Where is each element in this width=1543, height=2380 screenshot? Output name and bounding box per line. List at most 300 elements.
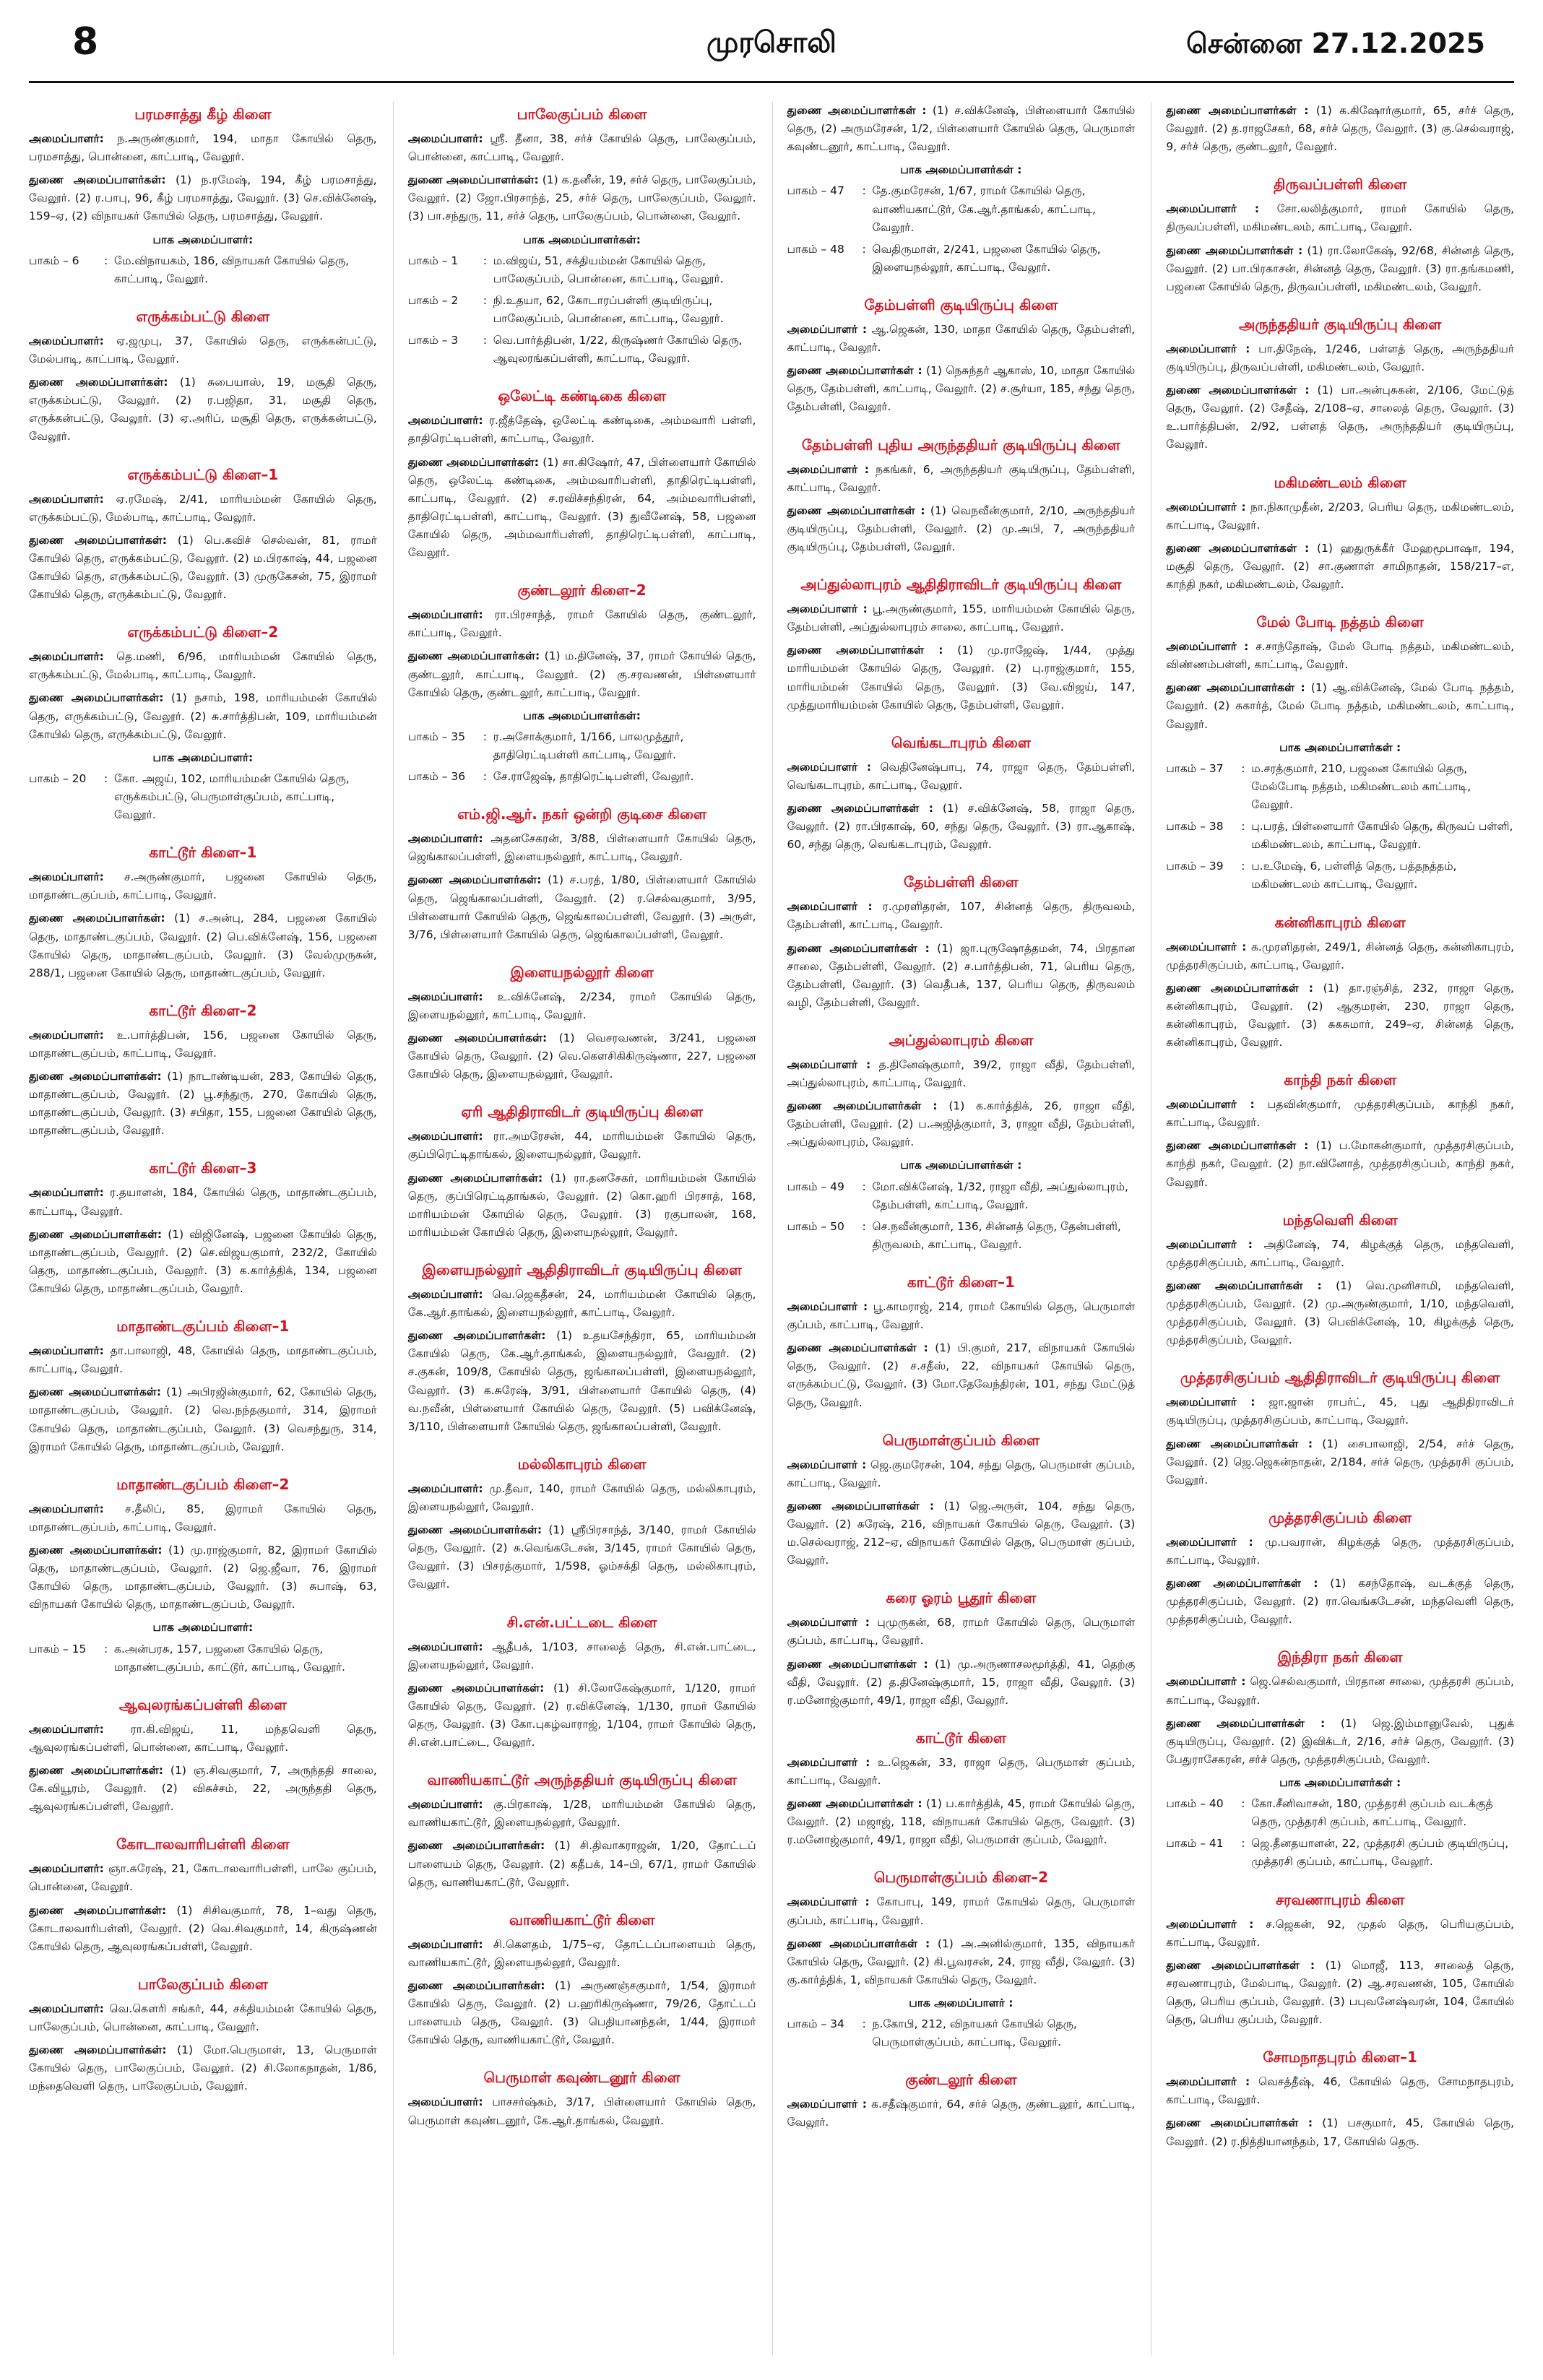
role-details: ச.அருண்குமார், பஜனை கோயில் தெரு, மாதாண்டகுப்பம், காட்பாடி, வேலூர். [29, 870, 377, 902]
office-bearer-entry [408, 1977, 756, 2049]
ward-details: கோ.சீனிவாசன், 180, முத்தரசி குப்பம் வடக்குத் தெரு, முத்தரசி குப்பம், காட்பாடி, வேலூர். [1251, 1797, 1493, 1829]
ward-separator: : [483, 293, 487, 307]
branch-section [787, 575, 1136, 714]
role-label: துணை அமைப்பாளர்கள் : [1166, 981, 1313, 995]
office-bearer-entry [787, 1497, 1136, 1570]
role-details: மு.பவரான், கிழக்குத் தெரு, முத்தரசிகுப்பம், காட்பாடி, வேலூர். [1166, 1535, 1514, 1567]
role-label: துணை அமைப்பாளர்கள்: [407, 1681, 545, 1695]
branch-section [408, 386, 756, 562]
role-details: ஜா.ஜான் ராபர்ட், 45, புது ஆதிதிராவிடர் குடியிருப்பு, முத்தரசிகுப்பம், காட்பாடி, வேலூர். [1166, 1395, 1514, 1427]
role-details: நகங்கர், 6, அருந்ததியர் குடியிருப்பு, தேம்பள்ளி, காட்பாடி, வேலூர். [787, 462, 1136, 494]
role-label: துணை அமைப்பாளர்கள்: [29, 691, 164, 705]
role-details: (1) விஜினேஷ், பஜனை கோயில் தெரு, மாதாண்டகுப்பம், வேலூர். (2) செ.விஜயகுமார், 232/2, கோயில் தெரு, மாதாண்டகுப்பம், வேலூர். (3) க.கார்த்திக், 134, பஜனை கோயில் தெரு, மாதாண்டகுப்பம், வேலூர். [29, 1227, 377, 1296]
branch-section [408, 1260, 756, 1436]
role-details: (1) சைபாலாஜி, 2/54, சர்ச் தெரு, வேலூர். (2) ஜெ.ஜெகன்நாதன், 2/184, சர்ச் தெரு, முத்தரசி குப்பம், வேலூர். [1166, 1437, 1514, 1487]
role-details: (1) மு.ராஜேஷ், 1/44, முத்து மாரியம்மன் கோயில் தெரு, வேலூர். (2) பு.ராஜ்குமார், 155, மாரியம்மன் கோயில் தெரு, வேலூர். (3) வே.விஜய், 147, முத்துமாரியம்மன் கோயில் தெரு, தேம்பள்ளி, வேலூர். [787, 644, 1136, 711]
role-label: துணை அமைப்பாளர்கள் : [1166, 681, 1305, 695]
role-details: மு.தீவா, 140, ராமர் கோயில் தெரு, மல்லிகாபுரம், இளையநல்லூர், வேலூர். [407, 1481, 756, 1514]
role-label: அமைப்பாளர்: [407, 1937, 483, 1951]
branch-heading: காட்டூர் கிளை–1 [149, 844, 257, 862]
role-details: (1) ச.விக்னேஷ், 58, ராஜா தெரு, வேலூர். (2) ரா.பிரகாஷ், 60, சந்து தெரு, வேலூர். (3) ரா.ஆகாஷ், 60, சந்து தெரு, வெங்கடாபுரம், வேலூர். [787, 801, 1136, 852]
branch-heading: காட்டூர் கிளை–1 [907, 1273, 1015, 1291]
article-columns [29, 83, 1514, 2355]
office-bearer-entry [29, 1860, 377, 1896]
office-bearer-entry [1166, 340, 1514, 376]
branch-heading: சரவணாபுரம் கிளை [1276, 1890, 1405, 1908]
role-label: அமைப்பாளர் : [1166, 1098, 1255, 1112]
office-bearer-entry [1166, 200, 1514, 236]
office-bearer-entry [787, 641, 1136, 714]
branch-heading: தேம்பள்ளி குடியிருப்பு கிளை [864, 295, 1058, 313]
branch-section [29, 465, 377, 605]
branch-section [408, 963, 756, 1084]
office-bearer-entry [1166, 1673, 1514, 1709]
branch-heading: பெருமாள்குப்பம் கிளை–2 [873, 1869, 1049, 1887]
office-bearer-entry [1166, 1916, 1514, 1952]
branch-section [787, 1273, 1136, 1412]
role-label: துணை அமைப்பாளர்கள் : [1166, 384, 1310, 397]
role-details: (1) உதயசேந்திரா, 65, மாரியம்மன் கோயில் தெரு, கே.ஆர்.தாங்கல், இளையநல்லூர், வேலூர். (2) ச.குகன், 109/8, கோயில் தெரு, ஜங்காலப்பள்ளி, இளையநல்லூர், வேலூர். (3) க.சுரேஷ், 3/91, பிள்ளையார் கோயில் தெரு, (4) வ.நவீன், பிள்ளையார் கோயில் தெரு, வேலூர். (5) பவிக்னேஷ், 3/110, பிள்ளையார் கோயில் தெரு, ஜங்காலப்பள்ளி, வேலூர். [407, 1329, 756, 1433]
role-details: ச.ஜெகன், 92, முதல் தெரு, பெரியகுப்பம், காட்பாடி, வேலூர். [1166, 1917, 1514, 1949]
branch-section [29, 1975, 377, 2096]
office-bearer-entry [29, 689, 377, 743]
branch-heading: இளையநல்லூர் கிளை [510, 963, 654, 981]
ward-separator: : [862, 1180, 866, 1193]
role-details: (1) பி.குமர், 217, விநாயகர் கோயில் தெரு, வேலூர். (2) ச.சதீஸ், 22, விநாயகர் கோயில் தெரு, எருக்கம்பட்டு, வேலூர். (3) மோ.தேவேந்திரன், 101, சந்து மேட்டுத் தெரு, வேலூர். [787, 1341, 1136, 1409]
role-details: ஏ.ரமேஷ், 2/41, மாரியம்மன் கோயில் தெரு, எருக்கம்பட்டு, மேல்பாடி, காட்பாடி, வேலூர். [29, 492, 377, 524]
role-details: க.முரளிதரன், 249/1, சின்னத் தெரு, கன்னிகாபுரம், முத்தரசிகுப்பம், காட்பாடி, வேலூர். [1166, 940, 1514, 972]
role-details: (1) ரா.லோகேஷ், 92/68, சின்னத் தெரு, வேலூர். (2) பா.பிரகாசன், சின்னத் தெரு, வேலூர். (3) ரா.தங்கமணி, பஜனை கோயில் தெரு, திருவப்பள்ளி, மகிமண்டலம், வேலூர். [1166, 243, 1514, 293]
ward-details: ந.கோபி, 212, விநாயகர் கோயில் தெரு, பெருமாள்குப்பம், காட்பாடி, வேலூர். [872, 2017, 1077, 2049]
ward-separator: : [862, 242, 866, 256]
branch-section [1166, 613, 1514, 893]
role-label: அமைப்பாளர்: [407, 1481, 483, 1495]
office-bearer-entry [787, 1795, 1136, 1849]
role-label: அமைப்பாளர் : [787, 1895, 870, 1909]
ward-number: பாகம் – 36 [407, 770, 466, 784]
ward-number: பாகம் – 49 [787, 1180, 844, 1193]
ward-number: பாகம் – 35 [407, 730, 466, 743]
office-bearer-entry [408, 830, 756, 866]
page-number: 8 [72, 20, 99, 64]
office-bearer-entry [787, 1056, 1136, 1092]
role-details: (1) ந.ரமேஷ், 194, கீழ் பரமசாத்து, வேலூர். (2) ர.பாபு, 96, கீழ் பரமசாத்து, வேலூர். (3) செ.விக்னேஷ், 159–ஏ, (2) விநாயகர் கோயில் தெரு, பரமசாத்து, வேலூர். [29, 173, 377, 223]
office-bearer-entry [408, 1638, 756, 1674]
office-bearer-entry [408, 171, 756, 225]
office-bearer-entry [29, 1721, 377, 1757]
ward-separator: : [104, 1642, 108, 1656]
role-details: (1) ம.தினேஷ், 37, ராமர் கோயில் தெரு, குண்டலூர், காட்பாடி, வேலூர். (2) கு.சரவணன், பிள்ளையார் கோயில் தெரு, குண்டலூர், காட்பாடி, வேலூர். [407, 649, 756, 699]
branch-heading: மாதாண்டகுப்பம் கிளை–2 [116, 1475, 290, 1493]
branch-heading: பாலேகுப்பம் கிளை [137, 1975, 268, 1993]
office-bearer-entry [29, 1383, 377, 1455]
role-label: அமைப்பாளர் : [1166, 1535, 1253, 1549]
branch-heading: காட்டூர் கிளை–2 [149, 1001, 257, 1019]
branch-section [29, 1695, 377, 1817]
office-bearer-entry [408, 1936, 756, 1972]
branch-heading: முத்தரசிகுப்பம் ஆதிதிராவிடர் குடியிருப்பு கிளை [1180, 1369, 1500, 1387]
role-label: துணை அமைப்பாளர்கள்: [407, 1523, 543, 1537]
branch-section [787, 1588, 1136, 1710]
role-details: கோபாபு, 149, ராமர் கோயில் தெரு, பெருமாள் குப்பம், காட்பாடி, வேலூர். [787, 1895, 1136, 1927]
ward-row [29, 1640, 377, 1676]
column-2 [393, 102, 756, 2355]
office-bearer-entry [408, 988, 756, 1024]
branch-heading: ஒலேட்டி கண்டிகை கிளை [498, 387, 666, 405]
ward-row [408, 292, 756, 328]
branch-heading: பெருமாள்குப்பம் கிளை [882, 1431, 1040, 1449]
role-label: அமைப்பாளர் : [1166, 1237, 1253, 1251]
role-label: துணை அமைப்பாளர்கள்: [407, 1978, 545, 1992]
office-bearer-entry [29, 1762, 377, 1816]
role-details: ஸ்ரீ. தீனா, 38, சர்ச் கோயில் தெரு, பாலேகுப்பம், பொன்னை, காட்பாடி, வேலூர். [407, 132, 756, 164]
role-details: தெ.மணி, 6/96, மாரியம்மன் கோயில் தெரு, எருக்கம்பட்டு, மேல்பாடி, காட்பாடி, வேலூர். [29, 650, 377, 682]
branch-section [787, 2070, 1136, 2132]
role-details: ரா.அமரேசன், 44, மாரியம்மன் கோயில் தெரு, குப்பிரெட்டிதாங்கல், இளையநல்லூர், வேலூர். [407, 1130, 756, 1161]
role-details: த.தினேஷ்குமார், 39/2, ராஜா வீதி, தேம்பள்ளி, அப்துல்லாபுரம், காட்பாடி, வேலூர். [787, 1057, 1136, 1090]
role-label: துணை அமைப்பாளர்கள் : [787, 644, 943, 657]
branch-heading: சோமநாதபுரம் கிளை–1 [1263, 2048, 1417, 2067]
branch-section [787, 436, 1136, 557]
ward-number: பாகம் – 38 [1166, 820, 1224, 834]
office-bearer-entry [1166, 1393, 1514, 1429]
role-label: அமைப்பாளர்: [29, 1862, 104, 1876]
office-bearer-entry [29, 2041, 377, 2095]
ward-number: பாகம் – 41 [1166, 1837, 1224, 1851]
role-details: (1) சி.திவாகராஜன், 1/20, தோட்டப் பாளையம் தெரு, வேலூர். (2) கதீபக், 14–பி, 67/1, ராமர் கோயில் தெரு, வாணியகாட்டூர், வேலூர். [407, 1839, 756, 1889]
branch-section [1166, 2048, 1514, 2150]
role-label: அமைப்பாளர் : [1166, 1395, 1255, 1409]
role-details: (1) ச.பரத், 1/80, பிள்ளையார் கோயில் தெரு, ஜெங்காலப்பள்ளி, வேலூர். (2) ர.செல்வகுமார், 3/95, பிள்ளையார் கோயில் தெரு, ஜெங்காலப்பள்ளி, வேலூர். (3) அருள், 3/76, பிள்ளையார் கோயில் தெரு, ஜெங்காலப்பள்ளி, வேலூர். [407, 873, 756, 941]
ward-subheading: பாக அமைப்பாளர்: [152, 750, 254, 764]
ward-separator: : [483, 730, 487, 743]
office-bearer-entry [29, 1226, 377, 1298]
branch-heading: காட்டூர் கிளை–3 [149, 1159, 257, 1177]
office-bearer-entry [408, 606, 756, 642]
office-bearer-entry [787, 461, 1136, 497]
role-label: துணை அமைப்பாளர்கள் : [1166, 1958, 1315, 1972]
office-bearer-entry [787, 1893, 1136, 1929]
ward-number: பாகம் – 40 [1166, 1797, 1224, 1811]
role-label: அமைப்பாளர் : [1166, 500, 1246, 514]
branch-heading: மகிமண்டலம் கிளை [1274, 473, 1406, 491]
ward-separator: : [104, 254, 108, 267]
role-label: துணை அமைப்பாளர்கள்: [29, 1227, 163, 1241]
branch-section [787, 1868, 1136, 2051]
branch-section [1166, 1648, 1514, 1871]
ward-number: பாகம் – 39 [1166, 860, 1224, 873]
branch-section [787, 1031, 1136, 1254]
role-label: அமைப்பாளர்: [29, 1344, 104, 1358]
role-label: அமைப்பாளர் : [1166, 1675, 1246, 1689]
office-bearer-entry [29, 532, 377, 604]
branch-section [29, 1835, 377, 1956]
role-label: அமைப்பாளர் : [1166, 342, 1250, 355]
ward-number: பாகம் – 15 [29, 1642, 87, 1656]
office-bearer-entry [408, 1029, 756, 1083]
branch-heading: குண்டலூர் கிளை [905, 2071, 1017, 2089]
role-details: (1) ஆ.விக்னேஷ், மேல் போடி நத்தம், வேலூர். (2) சுகார்த், மேல் போடி நத்தம், மகிமண்டலம், காட்பாடி, வேலூர். [1166, 681, 1514, 731]
office-bearer-entry [29, 373, 377, 446]
role-label: அமைப்பாளர் : [787, 462, 869, 476]
role-details: (1) சா.கிஷோர், 47, பிள்ளையார் கோயில் தெரு, ஒலேட்டி கண்டிகை, அம்மவாரிபள்ளி, தாதிரெட்டிபள்ளி, காட்பாடி, வேலூர். (2) ச.ரவிச்சந்திரன், 64, அம்மவாரிபள்ளி, தாதிரெட்டிபள்ளி, காட்பாடி, வேலூர். (3) துவீனேஷ், 58, பஜனை கோயில் தெரு, அம்மவாரிபள்ளி, தாதிரெட்டிபள்ளி, காட்பாடி, வேலூர். [407, 455, 756, 560]
role-label: துணை அமைப்பாளர்கள் : [787, 1099, 938, 1113]
office-bearer-entry [787, 600, 1136, 636]
branch-section [408, 1911, 756, 2050]
role-details: (1) மோ.பெருமாள், 13, பெருமாள் கோயில் தெரு, பாலேகுப்பம், வேலூர். (2) சி.லோகநாதன், 1/86, மந்தைவெளி தெரு, பாலேகுப்பம், வேலூர். [29, 2043, 377, 2093]
office-bearer-entry [408, 1480, 756, 1516]
office-bearer-entry [787, 2095, 1136, 2132]
role-label: அமைப்பாளர்: [407, 608, 483, 622]
role-details: அதனசேகரன், 3/88, பிள்ளையார் கோயில் தெரு, ஜெங்காலப்பள்ளி, இளையநல்லூர், காட்பாடி, வேலூர். [407, 832, 756, 864]
role-label: அமைப்பாளர்: [29, 2002, 104, 2015]
column-1 [29, 102, 377, 2355]
branch-heading: பரமசாத்து கீழ் கிளை [134, 105, 272, 123]
branch-heading: ஆவுலரங்கப்பள்ளி கிளை [118, 1695, 287, 1713]
role-details: பா.திநேஷ், 1/246, பள்ளத் தெரு, அருந்ததியர் குடியிருப்பு, திருவப்பள்ளி, மகிமண்டலம், வேலூர். [1166, 342, 1514, 373]
role-label: துணை அமைப்பாளர்கள்: [29, 1544, 163, 1557]
column-4 [1151, 102, 1514, 2355]
branch-section [1166, 315, 1514, 454]
role-details: க.சதீஷ்குமார், 64, சர்ச் தெரு, குண்டலூர், காட்பாடி, வேலூர். [787, 2098, 1136, 2129]
ward-number: பாகம் – 2 [407, 293, 459, 307]
branch-heading: மந்தவெளி கிளை [1282, 1211, 1398, 1229]
office-bearer-entry [29, 868, 377, 904]
role-label: துணை அமைப்பாளர்கள் : [787, 1499, 935, 1513]
role-label: அமைப்பாளர் : [1166, 940, 1247, 953]
role-label: துணை அமைப்பாளர்கள் : [787, 503, 925, 517]
office-bearer-entry [1166, 679, 1514, 733]
office-bearer-entry [787, 800, 1136, 854]
role-details: (1) க.தனீன், 19, சர்ச் தெரு, பாலேகுப்பம், வேலூர். (2) ஜோ.பிரசாந்த், 25, சர்ச் தெரு, பாலேகுப்பம், வேலூர். (3) பா.சந்துரு, 11, சர்ச் தெரு, பாலேகுப்பம், பொன்னை, வேலூர். [407, 173, 756, 223]
ward-details: பு.பரத், பிள்ளையார் கோயில் தெரு, கிருவப் பள்ளி, மகிமண்டலம், காட்பாடி, வேலூர். [1251, 820, 1513, 852]
ward-row [1166, 1835, 1514, 1871]
ward-separator: : [1241, 1837, 1245, 1851]
ward-separator: : [1241, 761, 1245, 775]
office-bearer-entry [1166, 1575, 1514, 1629]
office-bearer-entry [29, 1500, 377, 1536]
role-details: (1) க.கிஷோர்குமார், 65, சர்ச் தெரு, வேலூர். (2) த.ராஜசேகர், 68, சர்ச் தெரு, வேலூர். (3) கு.செல்வராஜ், 9, சர்ச் தெரு, குண்டலூர், வேலூர். [1166, 104, 1514, 154]
branch-heading: இளையநல்லூர் ஆதிதிராவிடர் குடியிருப்பு கிளை [422, 1261, 742, 1279]
branch-heading: பெருமாள் கவுண்டனூர் கிளை [483, 2069, 680, 2087]
ward-subheading: பாக அமைப்பாளர்கள்: [523, 709, 641, 722]
role-details: (1) பா.அன்புசுகன், 2/106, மேட்டுத் தெரு, வேலூர். (2) சேதீஷ், 2/108–ஏ, சாலைத் தெரு, வேலூர். (3) உ.பார்த்திபன், 2/92, பள்ளத் தெரு, அருந்ததியர் குடியிருப்பு, வேலூர். [1166, 384, 1514, 451]
role-label: அமைப்பாளர் : [787, 1616, 870, 1630]
role-label: அமைப்பாளர்: [29, 132, 104, 145]
role-label: துணை அமைப்பாளர்கள்: [407, 1171, 543, 1185]
role-label: துணை அமைப்பாளர்கள் : [787, 1341, 928, 1355]
office-bearer-entry [29, 130, 377, 166]
office-bearer-entry [408, 1679, 756, 1752]
ward-row [29, 252, 377, 288]
office-bearer-entry [787, 1656, 1136, 1710]
branch-heading: மேல் போடி நத்தம் கிளை [1256, 613, 1424, 631]
office-bearer-entry [29, 1184, 377, 1220]
role-label: அமைப்பாளர் : [1166, 1917, 1254, 1931]
role-details: ர.முரளிதரன், 107, சின்னத் தெரு, திருவலம், தேம்பள்ளி, காட்பாடி, வேலூர். [787, 900, 1136, 932]
role-details: கு.பிரகாஷ், 1/28, மாரியம்மன் கோயில் தெரு, வாணியகாட்டூர், இளையநல்லூர், வேலூர். [407, 1798, 756, 1830]
role-details: உ.பார்த்திபன், 156, பஜனை கோயில் தெரு, மாதாண்டகுப்பம், காட்பாடி, வேலூர். [29, 1028, 377, 1060]
branch-section [29, 307, 377, 446]
role-label: அமைப்பாளர்: [29, 334, 104, 347]
role-details: (1) சுபையாஸ், 19, மசூதி தெரு, எருக்கம்பட்டு, வேலூர். (2) ர.பஜிதா, 31, மசூதி தெரு, எருக்கன்பட்டு, வேலூர். (3) ஏ.அரிப், மசூதி தெரு, எருக்கன்பட்டு, வேலூர். [29, 376, 377, 443]
role-label: துணை அமைப்பாளர்கள்: [29, 912, 165, 925]
role-label: அமைப்பாளர்: [407, 2095, 483, 2109]
role-label: அமைப்பாளர்: [29, 1722, 104, 1736]
ward-row [787, 182, 1136, 236]
role-details: ர.தயாளன், 184, கோயில் தெரு, மாதாண்டகுப்பம், காட்பாடி, வேலூர். [29, 1186, 377, 1218]
role-details: (1) நசாம், 198, மாரியம்மன் கோயில் தெரு, எருக்கம்பட்டு, வேலூர். (2) சு.சார்த்திபன், 109, மாரியம்மன் கோயில் தெரு, எருக்கம்பட்டு, வேலூர். [29, 691, 377, 741]
ward-separator: : [862, 1219, 866, 1233]
role-details: (1) அருணஞ்சகுமார், 1/54, இராமர் கோயில் தெரு, வேலூர். (2) ப.ஹரிகிருஷ்ணா, 79/26, தோட்டப் பாளையம் தெரு, வேலூர். (3) பெதியானந்தன், 1/44, இராமர் கோயில் தெரு, வாணியகாட்டூர், வேலூர். [407, 1978, 756, 2047]
role-details: பூ.காமராஜ், 214, ராமர் கோயில் தெரு, பெருமாள் குப்பம், காட்பாடி, வேலூர். [787, 1300, 1136, 1332]
office-bearer-entry [1166, 102, 1514, 156]
branch-heading: கன்னிகாபுரம் கிளை [1274, 913, 1406, 931]
role-details: (1) மொஜீ, 113, சாலைத் தெரு, சரவணாபுரம், மேல்பாடி, வேலூர். (2) ஆ.சரவணன், 105, கோயில் தெரு, பெரிய குப்பம், வேலூர். (3) பபுவனேஷ்வரன், 104, கோயில் தெரு, பெரிய குப்பம், வேலூர். [1166, 1958, 1514, 2027]
office-bearer-entry [29, 1026, 377, 1063]
office-bearer-entry [1166, 1277, 1514, 1349]
role-details: (1) வெநவீன்குமார், 2/10, அருந்ததியர் குடியிருப்பு, தேம்பள்ளி, வேலூர். (2) மு.அபி, 7, அருந்ததியர் குடியிருப்பு, தேம்பள்ளி, வேலூர். [787, 503, 1136, 553]
branch-heading: வெங்கடாபுரம் கிளை [891, 733, 1031, 751]
office-bearer-entry [1166, 1533, 1514, 1570]
office-bearer-entry [787, 1456, 1136, 1492]
role-details: ச.சாந்தோஷ், மேல் போடி நத்தம், மகிமண்டலம், விண்ணம்பள்ளி, காட்பாடி, வேலூர். [1166, 640, 1514, 672]
branch-heading: மாதாண்டகுப்பம் கிளை–1 [116, 1317, 290, 1336]
role-details: (1) ச.அன்பு, 284, பஜனை கோயில் தெரு, மாதாண்டகுப்பம், வேலூர். (2) பெ.விக்னேஷ், 156, பஜனை கோயில் தெரு, மாதாண்டகுப்பம், வேலூர். (3) வேல்முருகன், 288/1, பஜனை கோயில் தெரு, மாதாண்டகுப்பம், வேலூர். [29, 912, 377, 979]
role-details: ந.அருண்குமார், 194, மாதா கோயில் தெரு, பரமசாத்து, பொன்னை, காட்பாடி, வேலூர். [29, 132, 377, 164]
role-details: ர.ஜீத்தேஷ், ஒலேட்டி கண்டிகை, அம்மவாரி பள்ளி, தாதிரெட்டிபள்ளி, காட்பாடி, வேலூர். [407, 414, 756, 446]
office-bearer-entry [787, 758, 1136, 795]
office-bearer-entry [408, 1796, 756, 1832]
ward-details: ர.அசோக்குமார், 1/166, பாலமுத்தூர், தாதிரெட்டிபள்ளி காட்பாடி, வேலூர். [493, 730, 684, 761]
role-label: துணை அமைப்பாளர்கள்: [407, 455, 539, 469]
branch-section [408, 805, 756, 944]
ward-row [408, 768, 756, 786]
role-details: ஜெ.குமரேசன், 104, சந்து தெரு, பெருமாள் குப்பம், காட்பாடி, வேலூர். [787, 1458, 1136, 1489]
ward-subheading: பாக அமைப்பாளர்கள் : [1279, 740, 1401, 754]
ward-details: நி.உதயா, 62, கோடாரப்பள்ளி குடியிருப்பு, பாலேகுப்பம், பொன்னை, காட்பாடி, வேலூர். [493, 293, 724, 325]
role-details: ஜெ.செல்வகுமார், பிரதான சாலை, முத்தரசி குப்பம், காட்பாடி, வேலூர். [1166, 1675, 1514, 1707]
role-details: (1) ப.மோகன்குமார், முத்தரசிகுப்பம், காந்தி நகர், வேலூர். (2) நா.வினோத், முத்தரசிகுப்பம், காந்தி நகர், வேலூர். [1166, 1139, 1514, 1189]
role-details: ஆதீபக், 1/103, சாலைத் தெரு, சி.என்.பாட்டை, இளையநல்லூர், வேலூர். [407, 1640, 756, 1671]
role-details: (1) சிசிவகுமார், 78, 1–வது தெரு, கோடாலவாரிபள்ளி, வேலூர். (2) வெ.சிவகுமார், 14, கிருஷ்ணன் கோயில் தெரு, ஆவுலரங்கப்பள்ளி, வேலூர். [29, 1903, 377, 1953]
office-bearer-entry [787, 898, 1136, 934]
role-details: (1) பெ.கவிச் செல்வன், 81, ராமர் கோயில் தெரு, எருக்கம்பட்டு, வேலூர். (2) ம.பிரகாஷ், 44, பஜனை கோயில் தெரு, எருக்கம்பட்டு, வேலூர். (3) முருகேசன், 75, இராமர் கோயில் தெரு, எருக்கம்பட்டு, வேலூர். [29, 533, 377, 602]
role-details: (1) மு.ராஜ்குமார், 82, இராமர் கோயில் தெரு, மாதாண்டகுப்பம், வேலூர். (2) ஜெ.ஜீவா, 76, இராமர் கோயில் தெரு, மாதாண்டகுப்பம், வேலூர். (3) சுபாஷ், 63, விநாயகர் கோயில் தெரு, மாதாண்டகுப்பம், வேலூர். [29, 1544, 377, 1611]
role-details: (1) ஹதுருக்கீர் மேஹமூபாஷா, 194, மசூதி தெரு, வேலூர். (2) சா.குணாள் சாமிநாதன், 158/217–எ, காந்தி நகர், மகிமண்டலம், வேலூர். [1166, 541, 1514, 591]
role-details: பதவின்குமார், முத்தரசிகுப்பம், காந்தி நகர், காட்பாடி, வேலூர். [1166, 1098, 1514, 1130]
ward-details: மே.விநாயகம், 186, விநாயகர் கோயில் தெரு, காட்பாடி, வேலூர். [114, 254, 350, 285]
role-details: உ.விக்னேஷ், 2/234, ராமர் கோயில் தெரு, இளையநல்லூர், காட்பாடி, வேலூர். [407, 990, 756, 1021]
role-label: அமைப்பாளர்: [407, 832, 483, 846]
role-details: சி.கௌதம், 1/75–ஏ, தோட்டப்பாளையம் தெரு, வாணியகாட்டூர், இளையநல்லூர், வேலூர். [407, 1937, 756, 1969]
branch-section [787, 295, 1136, 417]
role-label: அமைப்பாளர் : [787, 900, 873, 914]
ward-details: செ.நவீன்குமார், 136, சின்னத் தெரு, தேன்பள்ளி, திருவலம், காட்பாடி, வேலூர். [872, 1219, 1121, 1251]
ward-details: தே.குமரேசன், 1/67, ராமர் கோயில் தெரு, வாணியகாட்டூர், கே.ஆர்.தாங்கல், காட்பாடி, வேலூர். [872, 184, 1096, 234]
role-details: (1) ஜா.புருஷோத்தமன், 74, பிரதான சாலை, தேம்பள்ளி, வேலூர். (2) ச.பார்த்திபன், 71, பெரிய தெரு, தேம்பள்ளி, வேலூர். (3) வெதீபக், 137, பெரிய தெரு, திருவலம் வழி, தேம்பள்ளி, வேலூர். [787, 941, 1136, 1009]
ward-details: ஜெ.தீனதயாளன், 22, முத்தரசி குப்பம் குடியிருப்பு, முத்தரசி குப்பம், காட்பாடி, வேலூர். [1251, 1837, 1509, 1869]
masthead [29, 0, 1514, 83]
office-bearer-entry [29, 332, 377, 368]
role-details: (1) ச.விக்னேஷ், பிள்ளையார் கோயில் தெரு, (2) அருமரேசன், 1/2, பிள்ளையார் கோயில் தெரு, பெருமாள் கவுண்டனூர், காட்பாடி, வேலூர். [787, 104, 1136, 154]
office-bearer-entry [408, 1521, 756, 1593]
office-bearer-entry [1166, 979, 1514, 1052]
role-label: துணை அமைப்பாளர்கள் : [1166, 1437, 1313, 1450]
office-bearer-entry [408, 2093, 756, 2129]
role-label: அமைப்பாளர் : [1166, 202, 1260, 216]
office-bearer-entry [29, 1068, 377, 1140]
branch-section [1166, 102, 1514, 156]
ward-separator: : [862, 184, 866, 198]
office-bearer-entry [787, 1298, 1136, 1334]
office-bearer-entry [1166, 498, 1514, 535]
office-bearer-entry [408, 871, 756, 943]
ward-row [1166, 760, 1514, 814]
role-label: அமைப்பாளர்: [407, 1798, 483, 1812]
ward-separator: : [104, 771, 108, 785]
office-bearer-entry [1166, 1236, 1514, 1272]
ward-separator: : [483, 254, 487, 267]
role-details: (1) வெ.முனிசாமி, மந்தவெளி, முத்தரசிகுப்பம், வேலூர். (2) மு.அருண்குமார், 1/10, மந்தவெளி, முத்தரசிகுப்பம், வேலூர். (3) பெவிக்னேஷ், 10, கிழக்குத் தெரு, முத்தரசிகுப்பம், வேலூர். [1166, 1278, 1514, 1347]
branch-section [1166, 1890, 1514, 2030]
branch-section [787, 102, 1136, 277]
role-label: துணை அமைப்பாளர்கள்: [407, 1329, 546, 1343]
role-details: உ.ஜெகன், 33, ராஜா தெரு, பெருமாள் குப்பம், காட்பாடி, வேலூர். [787, 1755, 1136, 1787]
ward-separator: : [483, 334, 487, 347]
branch-heading: திருவப்பள்ளி கிளை [1273, 176, 1407, 194]
role-label: துணை அமைப்பாளர்கள் : [1166, 1278, 1322, 1292]
branch-heading: ஏரி ஆதிதிராவிடர் குடியிருப்பு கிளை [461, 1103, 703, 1121]
branch-section [787, 1431, 1136, 1570]
role-details: ஏ.ஜமுபு, 37, கோயில் தெரு, எருக்கன்பட்டு, மேல்பாடி, காட்பாடி, வேலூர். [29, 334, 377, 365]
role-details: (1) நாடாண்டியன், 283, கோயில் தெரு, மாதாண்டகுப்பம், வேலூர். (2) பூ.சந்துரு, 270, கோயில் தெரு, மாதாண்டகுப்பம், வேலூர். (3) சபிதா, 155, பஜனை கோயில் தெரு, மாதாண்டகுப்பம், வேலூர். [29, 1070, 377, 1138]
office-bearer-entry [787, 1097, 1136, 1151]
office-bearer-entry [1166, 1137, 1514, 1191]
branch-heading: எருக்கம்பட்டு கிளை–2 [127, 623, 279, 641]
role-details: (1) ரா.தனசேகர், மாரியம்மன் கோயில் தெரு, குப்பிரெட்டிதாங்கல், வேலூர். (2) கொ.ஹரி பிரசாத், 168, மாரியம்மன் கோயில் தெரு, வேலூர். (3) ரகுபாலன், 168, மாரியம்மன் கோயில் தெரு, இளையநல்லூர், வேலூர். [407, 1171, 756, 1239]
office-bearer-entry [408, 1169, 756, 1242]
role-details: வெதினேஷ்பாபு, 74, ராஜா தெரு, தேம்பள்ளி, வெங்கடாபுரம், காட்பாடி, வேலூர். [787, 760, 1136, 792]
role-label: துணை அமைப்பாளர்கள் : [1166, 2116, 1313, 2130]
role-details: ரா.கி.விஜய், 11, மந்தவெளி தெரு, ஆவுலரங்கப்பள்ளி, பொன்னை, காட்பாடி, வேலூர். [29, 1722, 377, 1754]
branch-section [29, 1475, 377, 1676]
ward-subheading: பாக அமைப்பாளர் : [909, 1996, 1013, 2009]
branch-heading: வாணியகாட்டூர் அருந்ததியர் குடியிருப்பு கிளை [427, 1771, 737, 1789]
branch-section [408, 1455, 756, 1594]
ward-row [408, 332, 756, 368]
office-bearer-entry [408, 647, 756, 701]
role-details: (1) மு.அருணாசலமூர்த்தி, 41, தெற்கு வீதி, வேலூர். (2) த.தினேஷ்குமார், 15, ராஜா வீதி, வேலூர். (3) ர.மனோஜ்குமார், 49/1, ராஜா வீதி, வேலூர். [787, 1657, 1136, 1707]
role-label: அமைப்பாளர் : [787, 322, 868, 336]
role-details: அதினேஷ், 74, கிழக்குத் தெரு, மந்தவெளி, முத்தரசிகுப்பம், காட்பாடி, வேலூர். [1166, 1237, 1514, 1269]
office-bearer-entry [29, 2000, 377, 2036]
branch-section [29, 843, 377, 982]
role-details: வெ.ஜெகதீசன், 24, மாரியம்மன் கோயில் தெரு, கே.ஆர்.தாங்கல், இளையநல்லூர், காட்பாடி, வேலூர். [407, 1288, 756, 1320]
role-label: அமைப்பாளர் : [787, 1755, 870, 1769]
role-details: ஆ.ஜெகன், 130, மாதா கோயில் தெரு, தேம்பள்ளி, காட்பாடி, வேலூர். [787, 322, 1136, 355]
role-label: துணை அமைப்பாளர்கள்: [407, 173, 539, 187]
office-bearer-entry [29, 1541, 377, 1614]
role-details: ச.தீலிப், 85, இராமர் கோயில் தெரு, மாதாண்டகுப்பம், காட்பாடி, வேலூர். [29, 1502, 377, 1533]
ward-subheading: பாக அமைப்பாளர்: [152, 233, 254, 246]
role-label: துணை அமைப்பாளர்கள்: [29, 533, 167, 547]
branch-heading: வாணியகாட்டூர் கிளை [509, 1911, 655, 1929]
ward-separator: : [1241, 1797, 1245, 1811]
ward-row [787, 1218, 1136, 1254]
role-label: அமைப்பாளர் : [1166, 640, 1249, 654]
branch-heading: சி.என்.பட்டடை கிளை [506, 1613, 657, 1631]
